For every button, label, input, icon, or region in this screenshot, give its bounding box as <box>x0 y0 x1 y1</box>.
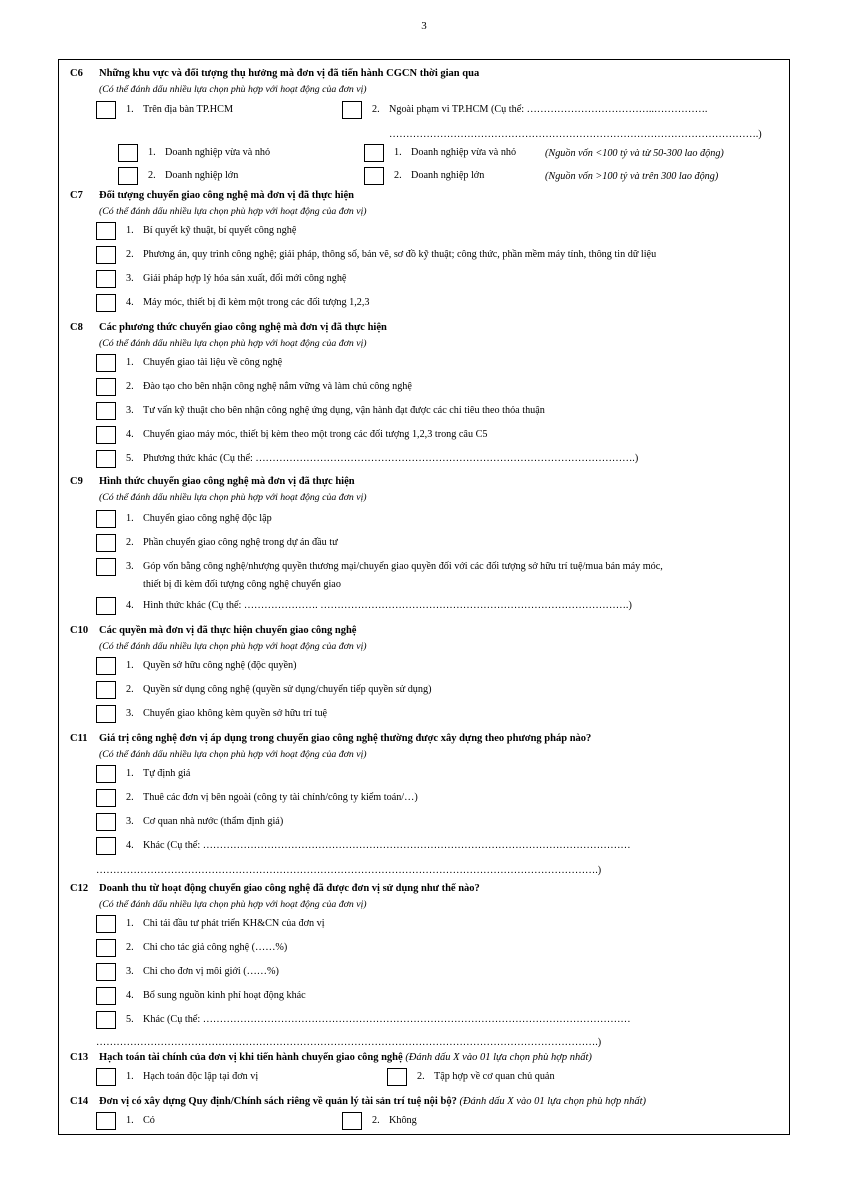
question-c12 <box>70 883 782 894</box>
question-hint: (Có thể đánh dấu nhiều lựa chọn phù hợp với hoạt động của đơn vị) <box>99 899 367 910</box>
question-code: C14 <box>70 1096 89 1107</box>
checkbox[interactable] <box>96 510 116 528</box>
option-label: Chuyển giao công nghệ độc lập <box>143 513 272 524</box>
question-title: Đối tượng chuyển giao công nghệ mà đơn vị đã thực hiện <box>99 190 354 201</box>
question-c6 <box>70 68 782 79</box>
question-title: Hạch toán tài chính của đơn vị khi tiến hành chuyển giao công nghệ <box>99 1052 403 1063</box>
checkbox[interactable] <box>96 681 116 699</box>
checkbox[interactable] <box>342 101 362 119</box>
option-label: Bí quyết kỹ thuật, bí quyết công nghệ <box>143 225 297 236</box>
fill-line: ………………………………………………………………………………………………………………………………….) <box>96 1037 602 1048</box>
question-title: Các quyền mà đơn vị đã thực hiện chuyển giao công nghệ <box>99 625 357 636</box>
checkbox[interactable] <box>96 837 116 855</box>
checkbox[interactable] <box>342 1112 362 1130</box>
checkbox[interactable] <box>118 167 138 185</box>
question-code: C6 <box>70 68 83 79</box>
checkbox[interactable] <box>364 144 384 162</box>
question-c10 <box>70 625 782 636</box>
checkbox[interactable] <box>96 534 116 552</box>
option-label: Phương án, quy trình công nghệ; giải pháp, thông số, bản vẽ, sơ đồ kỹ thuật; công thức, phần mềm máy tính, thông tin dữ liệu <box>143 249 657 260</box>
option-label: Chi tái đầu tư phát triển KH&CN của đơn vị <box>143 918 325 929</box>
checkbox[interactable] <box>96 378 116 396</box>
option-label: Tự định giá <box>143 768 191 779</box>
option-label: Chuyển giao máy móc, thiết bị kèm theo một trong các đối tượng 1,2,3 trong câu C5 <box>143 429 488 440</box>
option-label: Góp vốn bằng công nghệ/nhượng quyền thương mại/chuyển giao quyền đối với các đối tượng sở hữu trí tuệ/mua bán máy móc, <box>143 561 663 572</box>
option-label: Hình thức khác (Cụ thể: …………………. ……………………………………………………………………………….) <box>143 600 632 611</box>
checkbox[interactable] <box>96 558 116 576</box>
question-c8 <box>70 322 782 333</box>
option-label: Thuê các đơn vị bên ngoài (công ty tài chính/công ty kiểm toán/…) <box>143 792 418 803</box>
checkbox[interactable] <box>96 657 116 675</box>
question-c13 <box>70 1052 782 1063</box>
question-code: C10 <box>70 625 89 636</box>
question-code: C12 <box>70 883 89 894</box>
checkbox[interactable] <box>364 167 384 185</box>
checkbox[interactable] <box>96 426 116 444</box>
checkbox[interactable] <box>96 765 116 783</box>
option-label: Trên địa bàn TP.HCM <box>143 104 233 115</box>
option-label: Ngoài phạm vi TP.HCM (Cụ thể: ………………………………..……………. <box>389 104 708 115</box>
option-label: Máy móc, thiết bị đi kèm một trong các đối tượng 1,2,3 <box>143 297 370 308</box>
question-hint: (Có thể đánh dấu nhiều lựa chọn phù hợp với hoạt động của đơn vị) <box>99 338 367 349</box>
question-hint: (Đánh dấu X vào 01 lựa chọn phù hợp nhất) <box>459 1096 647 1107</box>
option-label: Chi cho tác giả công nghệ (……%) <box>143 942 288 953</box>
question-hint: (Có thể đánh dấu nhiều lựa chọn phù hợp với hoạt động của đơn vị) <box>99 492 367 503</box>
checkbox[interactable] <box>96 354 116 372</box>
checkbox[interactable] <box>96 963 116 981</box>
option-label: Tập hợp về cơ quan chủ quản <box>434 1071 555 1082</box>
question-code: C8 <box>70 322 83 333</box>
option-label: Khác (Cụ thể: ……………………………………………………………………………………………………………… <box>143 1014 631 1025</box>
option-label: Khác (Cụ thể: ……………………………………………………………………………………………………………… <box>143 840 631 851</box>
question-title: Các phương thức chuyển giao công nghệ mà đơn vị đã thực hiện <box>99 322 387 333</box>
question-title: Đơn vị có xây dựng Quy định/Chính sách riêng về quản lý tài sản trí tuệ nội bộ? <box>99 1096 457 1107</box>
question-hint: (Có thể đánh dấu nhiều lựa chọn phù hợp với hoạt động của đơn vị) <box>99 84 367 95</box>
checkbox[interactable] <box>96 1068 116 1086</box>
question-title: Hình thức chuyển giao công nghệ mà đơn vị đã thực hiện <box>99 476 355 487</box>
question-code: C13 <box>70 1052 89 1063</box>
page-number: 3 <box>421 20 427 32</box>
option-label: Phần chuyển giao công nghệ trong dự án đầu tư <box>143 537 338 548</box>
question-code: C9 <box>70 476 83 487</box>
checkbox[interactable] <box>96 294 116 312</box>
question-hint: (Đánh dấu X vào 01 lựa chọn phù hợp nhất) <box>405 1052 592 1063</box>
question-title: Doanh thu từ hoạt động chuyển giao công nghệ đã được đơn vị sử dụng như thế nào? <box>99 883 480 894</box>
question-code: C11 <box>70 733 88 744</box>
checkbox[interactable] <box>96 915 116 933</box>
question-c7 <box>70 190 782 201</box>
question-c14 <box>70 1096 782 1107</box>
option-label: Tư vấn kỹ thuật cho bên nhận công nghệ ứng dụng, vận hành đạt được các chỉ tiêu theo thỏa thuận <box>143 405 545 416</box>
checkbox[interactable] <box>96 101 116 119</box>
checkbox[interactable] <box>96 222 116 240</box>
checkbox[interactable] <box>96 939 116 957</box>
option-label: Doanh nghiệp vừa và nhỏ <box>411 147 517 158</box>
option-label: Chi cho đơn vị môi giới (……%) <box>143 966 279 977</box>
question-title: Những khu vực và đối tượng thụ hưởng mà đơn vị đã tiến hành CGCN thời gian qua <box>99 68 480 79</box>
option-continuation: thiết bị đi kèm đối tượng công nghệ chuyển giao <box>143 579 341 590</box>
checkbox[interactable] <box>96 450 116 468</box>
option-label: Quyền sử dụng công nghệ (quyền sử dụng/chuyển tiếp quyền sử dụng) <box>143 684 432 695</box>
option-label: Giải pháp hợp lý hóa sản xuất, đổi mới công nghệ <box>143 273 347 284</box>
option-label: Có <box>143 1115 155 1126</box>
option-label: Không <box>389 1115 417 1126</box>
checkbox[interactable] <box>96 1112 116 1130</box>
checkbox[interactable] <box>96 705 116 723</box>
checkbox[interactable] <box>96 789 116 807</box>
checkbox[interactable] <box>96 1011 116 1029</box>
checkbox[interactable] <box>96 987 116 1005</box>
option-label: Hạch toán độc lập tại đơn vị <box>143 1071 259 1082</box>
question-hint: (Có thể đánh dấu nhiều lựa chọn phù hợp với hoạt động của đơn vị) <box>99 641 367 652</box>
question-hint: (Có thể đánh dấu nhiều lựa chọn phù hợp với hoạt động của đơn vị) <box>99 749 367 760</box>
option-label: Doanh nghiệp vừa và nhỏ <box>165 147 271 158</box>
option-label: Cơ quan nhà nước (thẩm định giá) <box>143 816 284 827</box>
option-label: Đào tạo cho bên nhận công nghệ nắm vững và làm chủ công nghệ <box>143 381 412 392</box>
checkbox[interactable] <box>96 402 116 420</box>
note-sme: (Nguồn vốn <100 tỷ và từ 50-300 lao động) <box>545 148 724 159</box>
checkbox[interactable] <box>96 270 116 288</box>
question-code: C7 <box>70 190 83 201</box>
question-title: Giá trị công nghệ đơn vị áp dụng trong chuyển giao công nghệ thường được xây dựng theo phương pháp nào? <box>99 733 592 744</box>
option-label: Doanh nghiệp lớn <box>165 170 239 181</box>
checkbox[interactable] <box>96 597 116 615</box>
option-label: Bổ sung nguồn kinh phí hoạt động khác <box>143 990 306 1001</box>
question-hint: (Có thể đánh dấu nhiều lựa chọn phù hợp với hoạt động của đơn vị) <box>99 206 367 217</box>
checkbox[interactable] <box>96 246 116 264</box>
checkbox[interactable] <box>96 813 116 831</box>
checkbox[interactable] <box>387 1068 407 1086</box>
option-label: Quyền sở hữu công nghệ (độc quyền) <box>143 660 297 671</box>
option-label: Doanh nghiệp lớn <box>411 170 485 181</box>
option-label: Phương thức khác (Cụ thể: ………………………………………………………………………………………………….) <box>143 453 639 464</box>
question-c9 <box>70 476 782 487</box>
question-c11 <box>70 733 782 744</box>
option-label: Chuyển giao tài liệu về công nghệ <box>143 357 283 368</box>
fill-line: ………………………………………………………………………………………………………………………………….) <box>96 865 602 876</box>
fill-line: ……………………………………………………………………………………………….) <box>389 129 762 140</box>
note-large: (Nguồn vốn >100 tỷ và trên 300 lao động) <box>545 171 719 182</box>
option-label: Chuyển giao không kèm quyền sở hữu trí tuệ <box>143 708 328 719</box>
checkbox[interactable] <box>118 144 138 162</box>
